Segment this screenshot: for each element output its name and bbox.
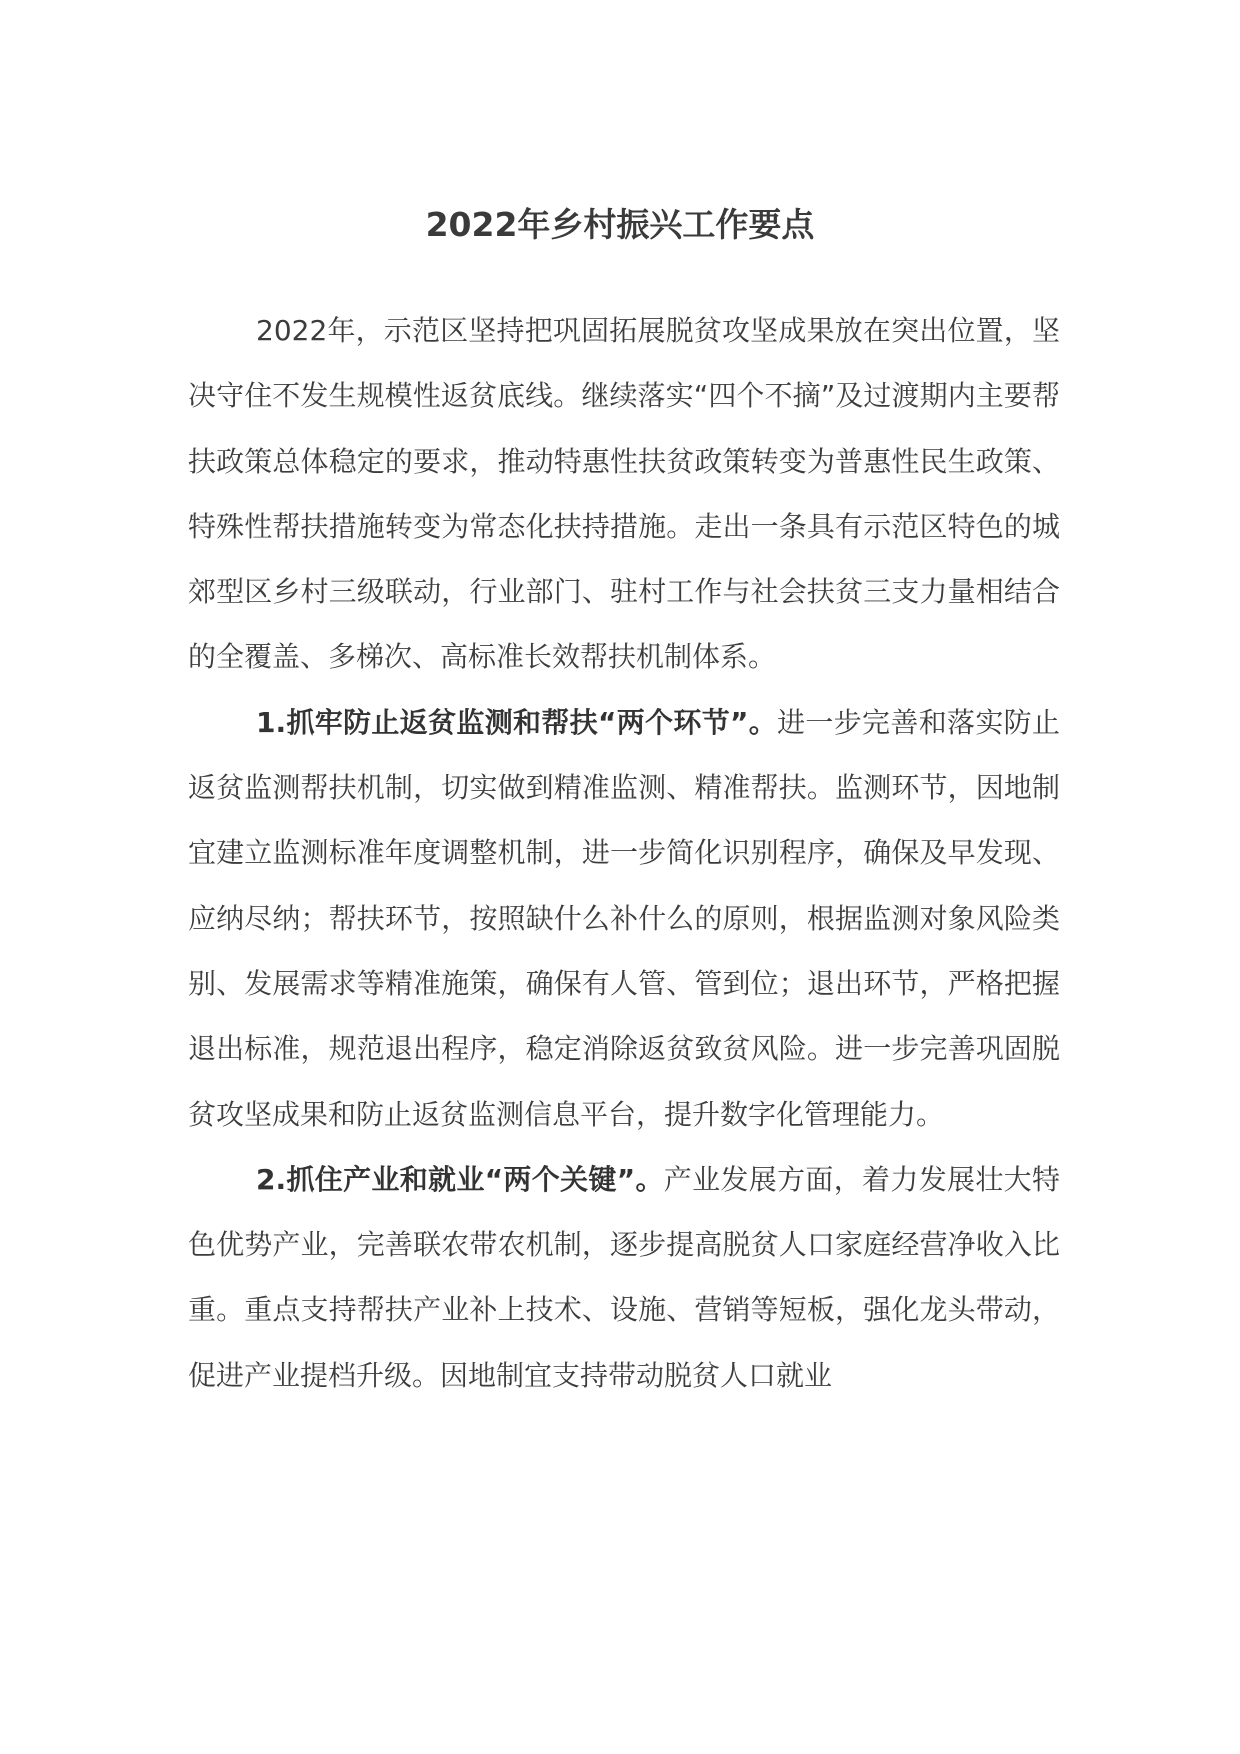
section-paragraph-1 <box>188 690 1060 1147</box>
paragraph-text: 2022年，示范区坚持把巩固拓展脱贫攻坚成果放在突出位置，坚决守住不发生规模性返贫底线。继续落实“四个不摘”及过渡期内主要帮扶政策总体稳定的要求，推动特惠性扶贫政策转变为普惠性民生政策、特殊性帮扶措施转变为常态化扶持措施。走出一条具有示范区特色的城郊型区乡村三级联动，行业部门、驻村工作与社会扶贫三支力量相结合的全覆盖、多梯次、高标准长效帮扶机制体系。 <box>188 314 1060 674</box>
paragraph-lead: 1.抓牢防止返贫监测和帮扶“两个环节”。 <box>256 705 778 739</box>
section-paragraph-2 <box>188 1147 1060 1408</box>
intro-paragraph <box>188 298 1060 690</box>
paragraph-text: 产业发展方面，着力发展壮大特色优势产业，完善联农带农机制，逐步提高脱贫人口家庭经营净收入比重。重点支持帮扶产业补上技术、设施、营销等短板，强化龙头带动，促进产业提档升级。因地制宜支持带动脱贫人口就业 <box>188 1162 1060 1392</box>
paragraph-text: 进一步完善和落实防止返贫监测帮扶机制，切实做到精准监测、精准帮扶。监测环节，因地制宜建立监测标准年度调整机制，进一步简化识别程序，确保及早发现、应纳尽纳；帮扶环节，按照缺什么补什么的原则，根据监测对象风险类别、发展需求等精准施策，确保有人管、管到位；退出环节，严格把握退出标准，规范退出程序，稳定消除返贫致贫风险。进一步完善巩固脱贫攻坚成果和防止返贫监测信息平台，提升数字化管理能力。 <box>188 705 1060 1131</box>
document-title: 2022年乡村振兴工作要点 <box>425 205 815 244</box>
paragraph-lead: 2.抓住产业和就业“两个关键”。 <box>256 1162 664 1196</box>
document-body <box>188 298 1060 1408</box>
